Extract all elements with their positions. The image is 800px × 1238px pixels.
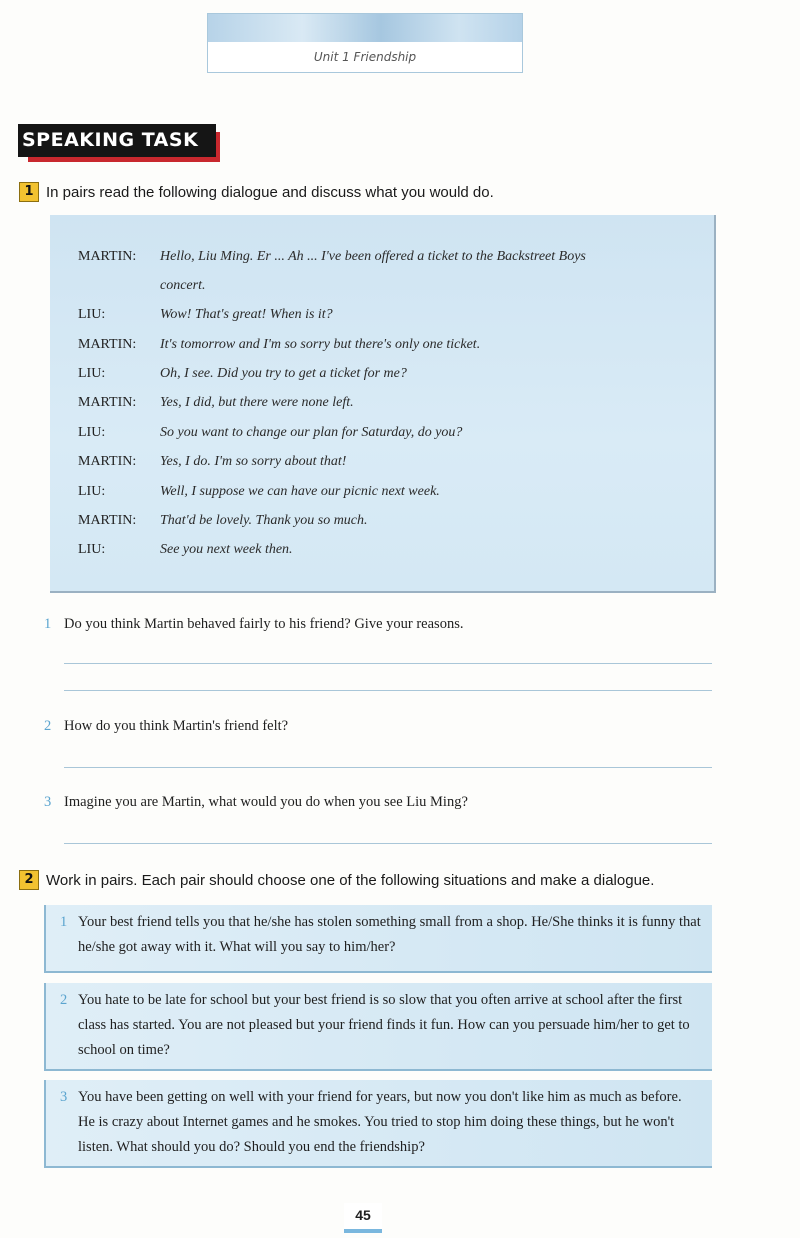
task1-number-badge: 1 [19,182,39,202]
header-decoration [208,14,522,42]
speaker: MARTIN: [78,337,137,352]
speaker: LIU: [78,366,106,381]
question-text: Do you think Martin behaved fairly to his friend? Give your reasons. [64,616,464,632]
speaker: LIU: [78,484,106,499]
answer-line[interactable] [64,690,712,691]
speech-continued: concert. [160,278,206,293]
speech: So you want to change our plan for Saturday, do you? [160,425,463,440]
speaker: MARTIN: [78,513,137,528]
dialogue-box [50,215,716,593]
question-number: 3 [44,794,52,810]
question-text: Imagine you are Martin, what would you do when you see Liu Ming? [64,794,468,810]
answer-line[interactable] [64,663,712,664]
speech: Wow! That's great! When is it? [160,307,333,322]
situation-number: 2 [60,992,68,1008]
task1-instruction [19,182,494,202]
question-3 [44,794,468,811]
speech: Yes, I did, but there were none left. [160,395,354,410]
speech: It's tomorrow and I'm so sorry but there's only one ticket. [160,337,481,352]
situation-text: Your best friend tells you that he/she has stolen something small from a shop. He/She thinks it is funny that he/she got away with it. What will you say to him/her? [78,914,701,955]
speaker: MARTIN: [78,395,137,410]
task2-instruction-text: Work in pairs. Each pair should choose one of the following situations and make a dialogue. [46,871,655,889]
question-number: 1 [44,616,52,632]
section-title: SPEAKING TASK [18,124,216,157]
speaker: MARTIN: [78,249,137,264]
situation-text: You have been getting on well with your friend for years, but now you don't like him as much as before. He is crazy about Internet games and he smokes. You tried to stop him doing these things, but he won't listen. What should you do? Should you end the friendship? [78,1089,682,1155]
situation-1 [44,905,712,973]
situation-number: 1 [60,914,68,930]
answer-line[interactable] [64,843,712,844]
speaker: MARTIN: [78,454,137,469]
situation-2 [44,983,712,1071]
speech: See you next week then. [160,542,293,557]
speech: Oh, I see. Did you try to get a ticket for me? [160,366,407,381]
question-1 [44,616,463,633]
speech: That'd be lovely. Thank you so much. [160,513,368,528]
section-banner [18,124,218,164]
situation-text: You hate to be late for school but your best friend is so slow that you often arrive at school after the first class has started. You are not pleased but your friend finds it fun. How can you persuade him/her to get to school on time? [78,992,690,1058]
situation-number: 3 [60,1089,68,1105]
speaker: LIU: [78,307,106,322]
unit-title: Unit 1 Friendship [313,50,417,64]
task2-number-badge: 2 [19,870,39,890]
answer-line[interactable] [64,767,712,768]
situation-3 [44,1080,712,1168]
speech: Hello, Liu Ming. Er ... Ah ... I've been offered a ticket to the Backstreet Boys [160,249,586,264]
speech: Yes, I do. I'm so sorry about that! [160,454,347,469]
speech: Well, I suppose we can have our picnic next week. [160,484,440,499]
speaker: LIU: [78,425,106,440]
unit-header [207,13,523,73]
question-number: 2 [44,718,52,734]
question-2 [44,718,288,735]
question-text: How do you think Martin's friend felt? [64,718,289,734]
task1-instruction-text: In pairs read the following dialogue and discuss what you would do. [46,183,494,201]
page-number: 45 [344,1203,382,1233]
task2-instruction [19,870,654,890]
speaker: LIU: [78,542,106,557]
